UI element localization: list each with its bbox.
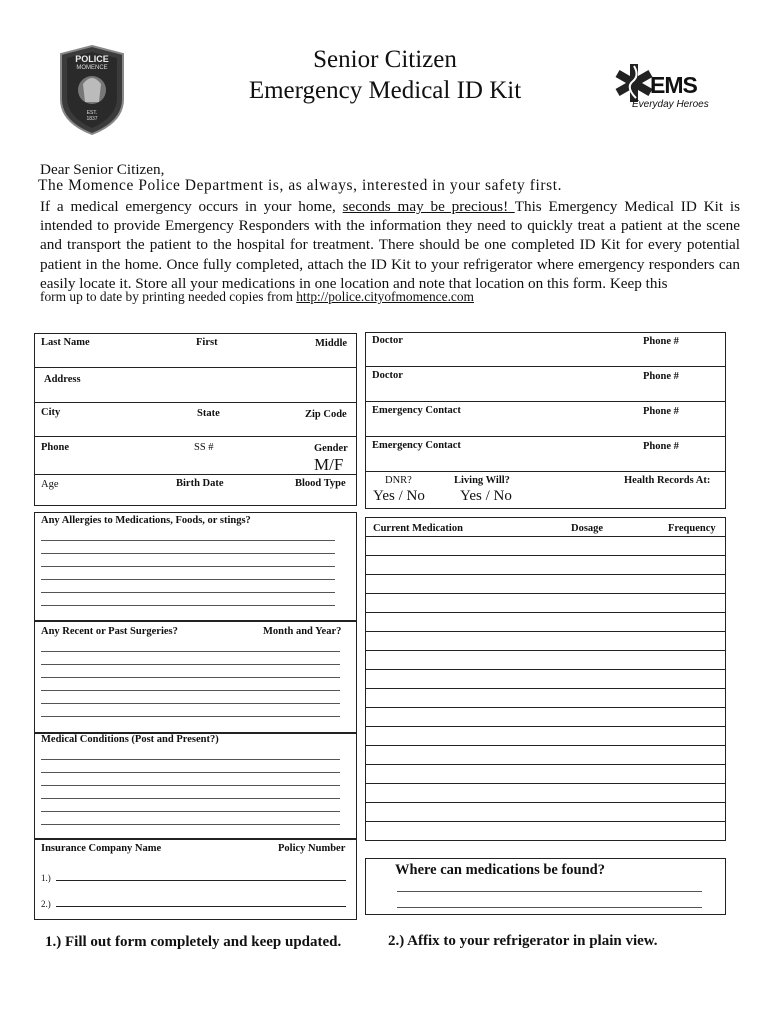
gender-value: M/F: [314, 455, 344, 474]
table-row-line: [365, 688, 726, 689]
state-label: State: [197, 408, 220, 419]
divider: [34, 367, 357, 368]
table-row-line: [365, 574, 726, 575]
intro-p1-a: If a medical emergency occurs in your home,: [40, 198, 343, 215]
insurance-label: Insurance Company Name: [41, 843, 162, 854]
emergency-contact-1-label: Emergency Contact: [372, 405, 461, 416]
frequency-header: Frequency: [668, 523, 716, 534]
badge-text-year: 1837: [86, 116, 98, 122]
table-row-line: [365, 783, 726, 784]
divider: [34, 436, 357, 437]
health-records-label: Health Records At:: [624, 475, 711, 486]
writing-line: [41, 566, 335, 567]
current-medication-header: Current Medication: [373, 523, 463, 534]
intro-paragraph: [40, 197, 740, 293]
table-row-line: [365, 821, 726, 822]
month-year-label: Month and Year?: [263, 626, 342, 637]
ss-label: SS #: [194, 442, 214, 453]
table-row-line: [365, 669, 726, 670]
intro-headline: The Momence Police Department is, as always, interested in your safety first.: [38, 177, 563, 194]
city-label: City: [41, 407, 61, 418]
divider: [365, 471, 726, 472]
writing-line: [41, 592, 335, 593]
intro-p1-b: This Emergency Medical ID Kit is intended to provide Emergency Responders with the information they need to quickly treat a patient at the scene and transport the patient to the hospital for treatment. There should be one completed ID Kit for every potential patient in the home. Once fully completed, attach the ID Kit to your refrigerator where emergency responders can easily locate it. Store all your medications in one location and note that location on this form. Keep this: [40, 198, 740, 292]
ems-logo: [614, 58, 714, 120]
ems-logo-tagline: Everyday Heroes: [632, 99, 709, 110]
insurance-line-2[interactable]: [56, 906, 346, 907]
dosage-header: Dosage: [571, 523, 604, 534]
writing-line: [41, 690, 340, 691]
website-link[interactable]: http://police.cityofmomence.com: [296, 289, 474, 304]
table-row-line: [365, 802, 726, 803]
gender-label: Gender: [314, 443, 348, 454]
writing-line: [41, 759, 340, 760]
zip-code-label: Zip Code: [305, 409, 347, 420]
dnr-value: Yes / No: [373, 488, 425, 504]
ems-logo-text: EMS: [650, 72, 697, 98]
writing-line: [41, 772, 340, 773]
writing-line: [41, 716, 340, 717]
divider: [365, 401, 726, 402]
table-row-line: [365, 726, 726, 727]
medication-location-line-2[interactable]: [397, 907, 702, 908]
writing-line: [41, 605, 335, 606]
writing-line: [41, 664, 340, 665]
table-row-line: [365, 536, 726, 537]
address-label: Address: [44, 374, 81, 385]
insurance-line-2-label: 2.): [41, 899, 51, 909]
insurance-line-1[interactable]: [56, 880, 346, 881]
badge-text-momence: MOMENCE: [76, 65, 108, 71]
writing-line: [41, 703, 340, 704]
blood-type-label: Blood Type: [295, 478, 346, 489]
surgeries-label: Any Recent or Past Surgeries?: [41, 626, 178, 637]
middle-name-label: Middle: [315, 338, 348, 349]
doctor-1-phone-label: Phone #: [643, 336, 679, 347]
writing-line: [41, 677, 340, 678]
living-will-label: Living Will?: [454, 475, 510, 486]
page-title-line2: Emergency Medical ID Kit: [248, 77, 522, 104]
table-row-line: [365, 707, 726, 708]
writing-line: [41, 824, 340, 825]
page-title-line1: Senior Citizen: [313, 46, 457, 73]
emergency-contact-2-phone-label: Phone #: [643, 441, 679, 452]
writing-line: [41, 798, 340, 799]
intro-paragraph-2: [40, 288, 740, 306]
doctor-2-label: Doctor: [372, 370, 403, 381]
writing-line: [41, 540, 335, 541]
birth-date-label: Birth Date: [176, 478, 224, 489]
phone-label: Phone: [41, 442, 70, 453]
table-row-line: [365, 650, 726, 651]
salutation: Dear Senior Citizen,: [40, 161, 165, 178]
divider: [34, 402, 357, 403]
divider: [365, 366, 726, 367]
badge-text-est: EST.: [86, 110, 98, 116]
last-name-label: Last Name: [41, 337, 90, 348]
table-row-line: [365, 631, 726, 632]
doctor-1-label: Doctor: [372, 335, 403, 346]
instruction-step-1: 1.) Fill out form completely and keep updated.: [45, 934, 342, 950]
writing-line: [41, 579, 335, 580]
table-row-line: [365, 745, 726, 746]
living-will-value: Yes / No: [460, 488, 512, 504]
dnr-label: DNR?: [385, 475, 412, 486]
age-label: Age: [41, 479, 59, 490]
writing-line: [41, 651, 340, 652]
allergies-label: Any Allergies to Medications, Foods, or stings?: [41, 515, 251, 526]
medication-location-label: Where can medications be found?: [395, 862, 605, 878]
table-row-line: [365, 555, 726, 556]
emergency-contact-2-label: Emergency Contact: [372, 440, 461, 451]
divider: [365, 436, 726, 437]
intro-p2-a: form up to date by printing needed copies from: [40, 289, 297, 304]
table-row-line: [365, 593, 726, 594]
insurance-line-1-label: 1.): [41, 873, 51, 883]
doctor-2-phone-label: Phone #: [643, 371, 679, 382]
table-row-line: [365, 764, 726, 765]
medications-table: [365, 517, 726, 841]
policy-number-label: Policy Number: [278, 843, 346, 854]
conditions-label: Medical Conditions (Post and Present?): [41, 734, 219, 745]
medication-location-line-1[interactable]: [397, 891, 702, 892]
writing-line: [41, 811, 340, 812]
intro-p1-underlined: seconds may be precious!: [342, 198, 515, 215]
first-name-label: First: [196, 337, 218, 348]
writing-line: [41, 553, 335, 554]
instruction-step-2: 2.) Affix to your refrigerator in plain view.: [388, 933, 658, 949]
divider: [34, 474, 357, 475]
writing-line: [41, 785, 340, 786]
emergency-contact-1-phone-label: Phone #: [643, 406, 679, 417]
table-row-line: [365, 612, 726, 613]
badge-text-police: POLICE: [75, 54, 109, 64]
